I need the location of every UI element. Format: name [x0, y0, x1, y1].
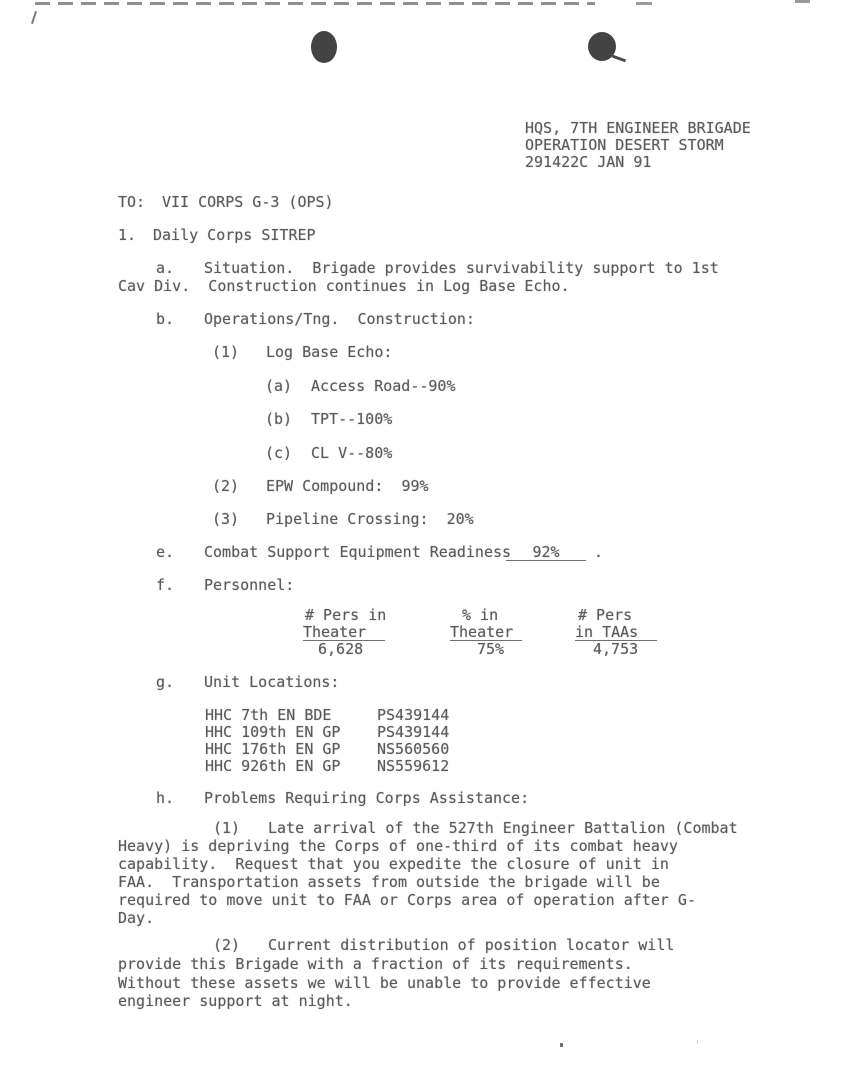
unit-name: HHC 109th EN GP: [205, 723, 341, 741]
scan-dash-mark: [795, 0, 810, 3]
problem-text: capability. Request that you expedite the closure of unit in: [118, 855, 669, 873]
problem-text: FAA. Transportation assets from outside the brigade will be: [118, 873, 660, 891]
problem-1-line-4: [0, 874, 850, 892]
paragraph-title: Daily Corps SITREP: [153, 226, 316, 244]
to-label: TO:: [118, 193, 146, 211]
unit-coordinate: NS560560: [377, 740, 450, 758]
unit-row: [0, 758, 850, 776]
paragraph-number: 1.: [118, 226, 137, 244]
item-text: EPW Compound: 99%: [266, 477, 429, 495]
item-number: (3): [212, 510, 240, 528]
letterhead-operation-line: [0, 137, 850, 155]
problem-text: Without these assets we will be unable to provide effective: [118, 974, 651, 992]
subparagraph-letter: a.: [156, 259, 175, 277]
unit-name: HHC 176th EN GP: [205, 740, 341, 758]
item-text: TPT--100%: [311, 410, 393, 428]
table-cell-pers-in-taas: 4,753: [593, 640, 639, 658]
item-text: Log Base Echo:: [266, 343, 393, 361]
problems-text: Problems Requiring Corps Assistance:: [204, 789, 530, 807]
subparagraph-letter: h.: [156, 789, 175, 807]
problem-2-line-1: [0, 937, 850, 955]
column-header: % in: [462, 606, 499, 624]
subparagraph-letter: e.: [156, 543, 175, 561]
epw-compound-line: [0, 478, 850, 496]
problem-2-line-3: [0, 975, 850, 993]
problem-1-line-1: [0, 820, 850, 838]
column-header: in TAAs: [575, 624, 657, 641]
problem-text: engineer support at night.: [118, 992, 353, 1010]
operations-text: Operations/Tng. Construction:: [204, 310, 475, 328]
subparagraph-letter: g.: [156, 673, 175, 691]
personnel-line: [0, 577, 850, 595]
column-header: Theater: [450, 624, 522, 641]
readiness-line: [0, 544, 850, 562]
table-cell-pers-in-theater: 6,628: [318, 640, 364, 658]
item-text: Pipeline Crossing: 20%: [266, 510, 474, 528]
personnel-table-header-row-2: [0, 624, 850, 642]
problem-text: Current distribution of position locator will: [268, 936, 675, 954]
personnel-table-value-row: [0, 641, 850, 659]
problem-2-line-4: [0, 993, 850, 1011]
problems-line: [0, 790, 850, 808]
situation-text: Cav Div. Construction continues in Log Base Echo.: [118, 277, 570, 295]
situation-line-2: [0, 278, 850, 296]
unit-coordinate: NS559612: [377, 757, 450, 775]
problem-1-line-6: [0, 910, 850, 928]
problem-text: Day.: [118, 909, 155, 927]
unit-coordinate: PS439144: [377, 706, 450, 724]
cl-v-line: [0, 445, 850, 463]
item-number: (2): [213, 936, 241, 954]
scan-dash-mark: [636, 2, 652, 5]
item-text: CL V--80%: [311, 444, 393, 462]
subparagraph-letter: f.: [156, 576, 175, 594]
situation-line-1: [0, 260, 850, 278]
subparagraph-letter: b.: [156, 310, 175, 328]
punch-hole-left-icon: [311, 31, 337, 63]
table-cell-pct-in-theater: 75%: [477, 640, 505, 658]
unit-locations-text: Unit Locations:: [204, 673, 340, 691]
problem-1-line-5: [0, 892, 850, 910]
item-text: Access Road--90%: [311, 377, 456, 395]
problem-text: Heavy) is depriving the Corps of one-third of its combat heavy: [118, 837, 678, 855]
column-header: # Pers: [578, 606, 633, 624]
unit-coordinate: PS439144: [377, 723, 450, 741]
date-time-group: 291422C JAN 91: [525, 153, 652, 171]
unit-name: HHC 7th EN BDE: [205, 706, 332, 724]
readiness-value-blank: 92%: [506, 544, 586, 561]
to-line: [0, 194, 850, 212]
problem-text: required to move unit to FAA or Corps area of operation after G-: [118, 891, 696, 909]
item-letter: (a): [265, 377, 293, 395]
problem-text: provide this Brigade with a fraction of its requirements.: [118, 955, 633, 973]
readiness-text: Combat Support Equipment Readiness: [204, 543, 512, 561]
scan-speck: [697, 1041, 698, 1043]
item-number: (2): [212, 477, 240, 495]
personnel-table-header-row-1: [0, 607, 850, 625]
to-value: VII CORPS G-3 (OPS): [162, 193, 334, 211]
scan-speck: [560, 1043, 563, 1047]
letterhead-org: HQS, 7TH ENGINEER BRIGADE: [525, 119, 751, 137]
letterhead-operation: OPERATION DESERT STORM: [525, 136, 724, 154]
problem-2-line-2: [0, 956, 850, 974]
tpt-line: [0, 411, 850, 429]
readiness-period: .: [594, 543, 604, 561]
problem-1-line-2: [0, 838, 850, 856]
pipeline-crossing-line: [0, 511, 850, 529]
operations-line: [0, 311, 850, 329]
problem-text: Late arrival of the 527th Engineer Battalion (Combat: [268, 819, 738, 837]
personnel-text: Personnel:: [204, 576, 295, 594]
column-header: Theater: [303, 624, 385, 641]
unit-locations-line: [0, 674, 850, 692]
item-letter: (c): [265, 444, 293, 462]
scan-slash-mark: [31, 11, 37, 24]
column-header: # Pers in: [305, 606, 387, 624]
item-number: (1): [212, 343, 240, 361]
item-number: (1): [213, 819, 241, 837]
situation-text: Situation. Brigade provides survivability support to 1st: [204, 259, 719, 277]
scan-dashed-edge: [35, 2, 595, 5]
problem-1-line-3: [0, 856, 850, 874]
paragraph-1-title-line: [0, 227, 850, 245]
unit-name: HHC 926th EN GP: [205, 757, 341, 775]
item-letter: (b): [265, 410, 293, 428]
access-road-line: [0, 378, 850, 396]
letterhead-dtg-line: [0, 154, 850, 172]
log-base-echo-line: [0, 344, 850, 362]
punch-hole-tail-mark: [612, 55, 626, 63]
